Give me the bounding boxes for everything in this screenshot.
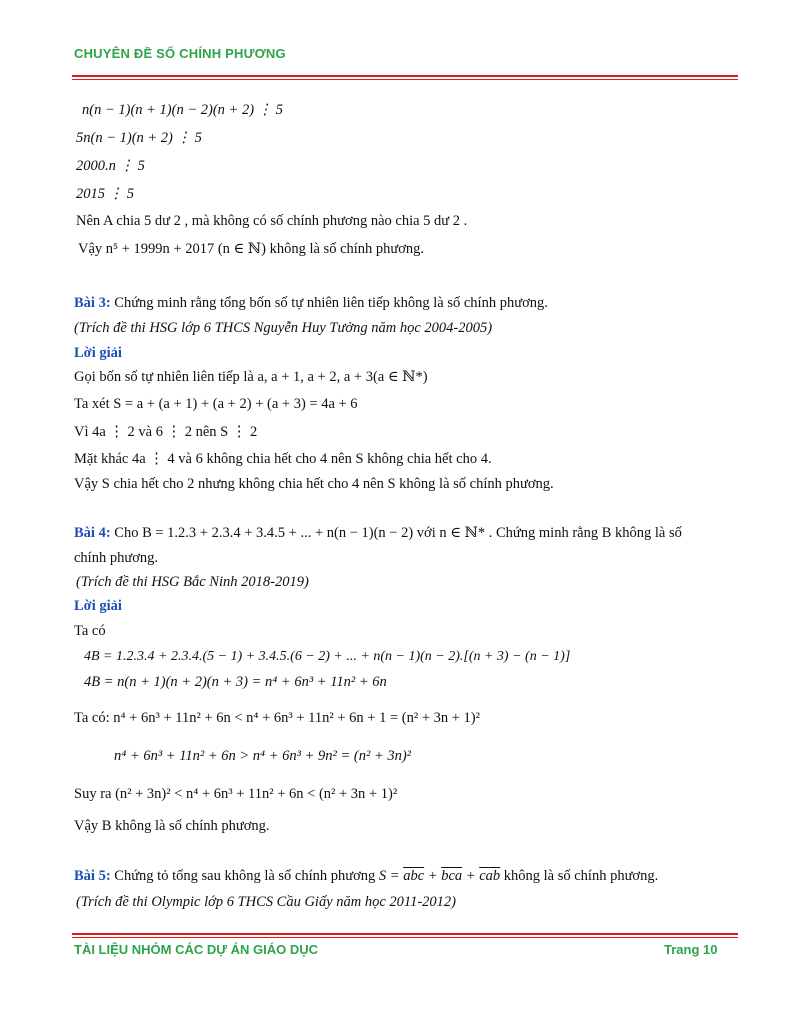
math-line: Ta có: n⁴ + 6n³ + 11n² + 6n < n⁴ + 6n³ + 11n² + 6n + 1 = (n² + 3n + 1)² (74, 710, 480, 726)
math-line: 5n(n − 1)(n + 2) ⋮ 5 (76, 130, 202, 146)
solution-label: Lời giải (74, 598, 122, 614)
math-line: Suy ra (n² + 3n)² < n⁴ + 6n³ + 11n² + 6n < (n² + 3n + 1)² (74, 786, 398, 802)
solution-line: Vì 4a ⋮ 2 và 6 ⋮ 2 nên S ⋮ 2 (74, 424, 258, 440)
overline-abc: $\overline{abc}$ (403, 868, 425, 884)
solution-line: Ta có (74, 623, 106, 639)
exercise-label: Bài 5: (74, 868, 111, 884)
exercise-statement: Cho B = 1.2.3 + 2.3.4 + 3.4.5 + ... + n(n − 1)(n − 2) với n ∈ ℕ* . Chứng minh rằng B không là số (114, 525, 682, 541)
solution-line: Vậy S chia hết cho 2 nhưng không chia hết cho 4 nên S không là số chính phương. (74, 476, 554, 492)
plus-sign: + (424, 868, 442, 884)
overline-cab: $\overline{cab}$ (479, 868, 501, 884)
exercise-statement: Chứng tỏ tổng sau không là số chính phương (114, 868, 379, 884)
text-line: Vậy n⁵ + 1999n + 2017 (n ∈ ℕ) không là số chính phương. (78, 241, 425, 257)
math-line: 4B = n(n + 1)(n + 2)(n + 3) = n⁴ + 6n³ + 11n² + 6n (84, 674, 387, 690)
math-line: 2015 ⋮ 5 (76, 186, 134, 202)
exercise-5 (74, 867, 658, 885)
exercise-statement: Chứng minh rằng tổng bốn số tự nhiên liên tiếp không là số chính phương. (114, 295, 548, 311)
exercise-source: (Trích đề thi HSG Bắc Ninh 2018-2019) (76, 574, 309, 590)
formula-s: S = (378, 868, 404, 884)
exercise-source: (Trích đề thi HSG lớp 6 THCS Nguyễn Huy Tưởng năm học 2004-2005) (74, 320, 493, 336)
page-header-title: CHUYÊN ĐỀ SỐ CHÍNH PHƯƠNG (74, 46, 286, 61)
math-line: 2000.n ⋮ 5 (76, 158, 145, 174)
overline-bca: $\overline{bca}$ (441, 868, 463, 884)
exercise-label: Bài 3: (74, 295, 111, 311)
solution-line: Mặt khác 4a ⋮ 4 và 6 không chia hết cho 4 nên S không chia hết cho 4. (74, 451, 492, 467)
footer-rule (72, 933, 738, 938)
exercise-3 (74, 294, 548, 312)
solution-label: Lời giải (74, 345, 122, 361)
header-rule (72, 75, 738, 80)
plus-sign: + (462, 868, 480, 884)
text-line: Nên A chia 5 dư 2 , mà không có số chính phương nào chia 5 dư 2 . (76, 213, 468, 229)
exercise-statement-tail: không là số chính phương. (500, 868, 659, 884)
math-line: n(n − 1)(n + 1)(n − 2)(n + 2) ⋮ 5 (82, 102, 284, 118)
exercise-label: Bài 4: (74, 525, 111, 541)
solution-line: Gọi bốn số tự nhiên liên tiếp là a, a + 1, a + 2, a + 3(a ∈ ℕ*) (74, 369, 428, 385)
solution-line: Vậy B không là số chính phương. (74, 818, 270, 834)
exercise-source: (Trích đề thi Olympic lớp 6 THCS Cầu Giấy năm học 2011-2012) (76, 894, 457, 910)
math-line: n⁴ + 6n³ + 11n² + 6n > n⁴ + 6n³ + 9n² = (n² + 3n)² (114, 748, 412, 764)
solution-line: Ta xét S = a + (a + 1) + (a + 2) + (a + 3) = 4a + 6 (74, 396, 358, 412)
math-line: 4B = 1.2.3.4 + 2.3.4.(5 − 1) + 3.4.5.(6 − 2) + ... + n(n − 1)(n − 2).[(n + 3) − (n − 1)] (84, 649, 571, 664)
exercise-4 (74, 524, 682, 542)
page-number: Trang 10 (664, 942, 718, 957)
exercise-statement-cont: chính phương. (74, 550, 158, 566)
footer-left: TÀI LIỆU NHÓM CÁC DỰ ÁN GIÁO DỤC (74, 942, 319, 957)
